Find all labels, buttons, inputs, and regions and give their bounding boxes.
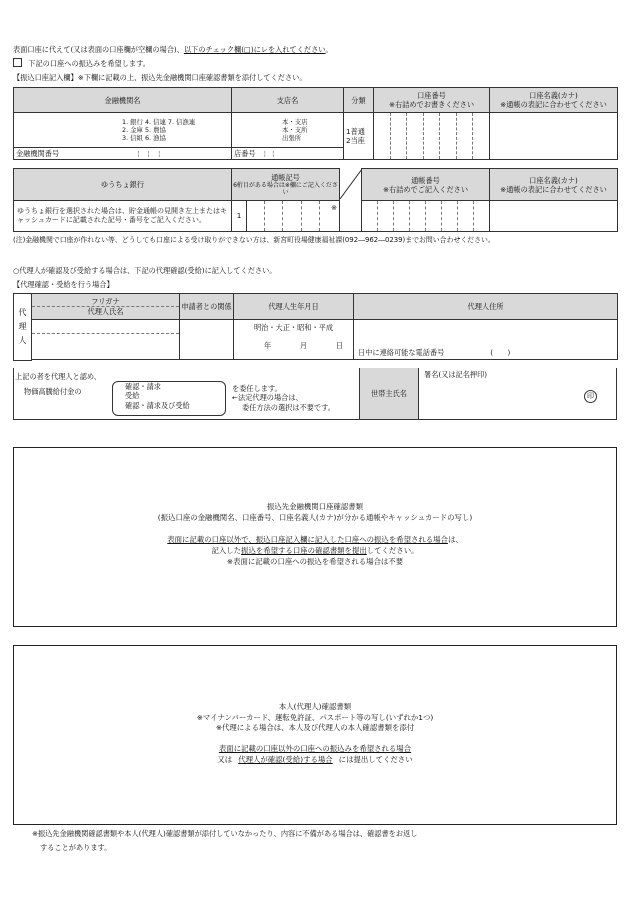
proxy-name-field[interactable] [32,320,180,360]
footer-line-2: することがあります。 [40,843,112,852]
birth-header: 代理人生年月日 [234,294,354,320]
branch-code-label: 店番号 [234,148,256,158]
phone-label: 日中に連絡可能な電話番号 [358,348,445,357]
legal-note-2: 委任方法の選択は不要です。 [242,402,335,412]
bank-code-field[interactable]: 金融機関番号 ¦¦¦ [14,147,232,159]
bank-type-line: 1. 銀行 4. 信連 7. 信漁連 [122,117,196,126]
delegation-row [13,368,617,420]
mark-label: 通帳記号 [271,172,300,182]
bank-type-line: 2. 金庫 5. 農協 [122,125,166,134]
box1-line1-end: は、 [447,535,463,545]
proxy-name-header [32,294,180,320]
box2-line1: ※マイナンバーカード、運転免許証、パスポート等の写し(いずれか1つ) [196,712,434,722]
branch-code-field[interactable]: 店番号 ¦¦ [232,147,344,159]
footer-line-1: ※振込先金融機関確認書類や本人(代理人)確認書類が添付していなかったり、内容に不備がある場合は、確認書をお返し [32,829,418,838]
yucho-description: ゆうちょ銀行を選択された場合は、貯金通帳の見開き左上またはキャッシュカードに記載された記号・番号をご記入ください。 [14,201,232,232]
bank-doc-box [13,447,617,627]
delegate-end-text: を委任します。 [232,384,282,393]
relation-field[interactable] [180,320,234,360]
address-field[interactable] [354,320,618,360]
yucho-header: ゆうちょ銀行 [14,169,232,201]
box1-line2-underlined: 振込を希望する口座の確認書類を提出 [241,546,367,556]
yucho-prefix-digit: 1 [232,201,247,231]
bank-name-field[interactable] [14,113,232,148]
yucho-asterisk: ※ [330,203,338,212]
box1-line2-end: してください。 [366,546,419,556]
intro-text [13,45,333,54]
account-number-label: 口座番号 [417,91,446,100]
account-type-field[interactable] [344,113,374,160]
address-header: 代理人住所 [354,294,618,320]
intro-end: 。 [325,45,333,54]
furigana-field[interactable] [32,320,179,334]
seal-mark: 印 [584,390,597,403]
yucho-number-field[interactable] [362,201,490,232]
bank-section-title: 【振込口座記入欄】※下欄に記載の上、振込先金融機関口座確認書類を添付してください。 [13,73,307,82]
yucho-holder-note: ※通帳の表記に合わせてください [500,184,607,194]
legal-note-1: ←法定代理の場合は、 [232,393,303,403]
yucho-holder-field[interactable] [490,201,618,232]
holder-note: ※通帳の表記に合わせてください [500,100,607,109]
box2-line3: 表面に記載の口座以外の口座への振込みを希望される場合 [218,744,412,754]
box2-line2: ※代理による場合は、本人及び代理人の本人確認書類を添付 [215,723,415,733]
delegate-end [232,384,335,412]
proxy-title: 【代理確認・受給を行う場合】 [13,280,114,289]
mark-note: 6桁目がある場合は※欄にご記入ください [233,181,338,196]
proxy-side-label: 代理人 [14,294,32,361]
householder-label: 世帯主氏名 [359,368,419,419]
account-type-option: 1普通 [346,127,365,136]
relation-header: 申請者との関係 [180,294,234,320]
box1-line1-underlined: 表面に記載の口座以外で、振込口座記入欄に記入した口座への振込を希望される場合 [167,535,448,545]
account-type-header: 分類 [344,88,374,113]
slash-spacer [340,201,362,232]
number-label: 通帳番号 [411,175,440,185]
intro-prefix: 表面口座に代えて(又は表面の口座欄が空欄の場合)、 [13,45,184,54]
bank-code-label: 金融機関番号 [16,148,60,158]
proxy-table [13,293,618,361]
yucho-mark-header [232,169,340,201]
account-type-option: 2当座 [346,136,365,145]
box1-subtitle: (振込口座の金融機関名、口座番号、口座名義人(カナ)が分かる通帳やキャッシュカードの写し) [157,512,473,522]
checkbox-label: 下記の口座への振込みを希望します。 [28,59,150,68]
branch-name-field[interactable] [232,113,344,148]
month-label: 月 [299,341,308,350]
box1-title: 振込先金融機関口座確認書類 [266,502,364,511]
option-receive[interactable]: 受給 [125,391,140,401]
yucho-table [13,168,618,232]
intro-underlined: 以下のチェック欄(□)にレを入れてください [183,45,326,54]
id-doc-box [13,645,617,825]
box2-line4-underlined: 代理人が確認(受給)する場合 [238,754,333,764]
number-note: ※右詰めでご記入ください [382,184,469,194]
box2-line4-pre: 又は [217,754,233,764]
account-number-field[interactable] [374,113,490,160]
furigana-label: フリガナ [32,297,179,307]
account-number-note: ※右詰めでお書きください [388,100,475,109]
option-both[interactable]: 確認・請求及び受給 [125,400,190,410]
delegate-options [112,381,226,416]
bank-account-table [13,87,618,160]
signature-label: 署名(又は記名押印) [424,370,488,379]
birth-field[interactable] [234,320,354,360]
box1-line2-pre: 記入した [211,546,242,556]
yucho-holder-label: 口座名義(カナ) [529,175,578,185]
box2-title: 本人(代理人)確認書類 [278,702,352,711]
delegate-line: 上記の者を代理人と認め、 [15,372,101,381]
holder-field[interactable] [490,113,618,160]
branch-type-line: 本・支店 [282,117,308,126]
checkbox-row [13,58,150,68]
name-label: 代理人氏名 [87,307,124,316]
birth-eras: 明治・大正・昭和・平成 [253,323,334,332]
branch-name-header: 支店名 [232,88,344,113]
branch-type-line: 出張所 [282,133,302,142]
phone-paren[interactable]: ( ) [490,348,511,357]
slash-cell [340,169,362,201]
box1-line3: ※表面に記載の口座への振込を希望される場合は不要 [226,556,404,566]
day-label: 日 [335,341,343,350]
bank-name-header: 金融機関名 [14,88,232,113]
account-number-header [374,88,490,113]
box2-line4-end: には提出してください [338,754,413,764]
inquiry-note: (注)金融機関で口座が作れない等、どうしても口座による受け取りができない方は、新宮町役場健康福祉課(092―962―0239)までお問い合わせください。 [13,236,495,244]
year-label: 年 [264,341,272,350]
yucho-mark-field[interactable] [232,201,340,232]
option-confirm[interactable]: 確認・請求 [125,382,161,391]
branch-type-line: 本・支所 [282,125,308,134]
benefit-label: 物価高騰給付金の [24,387,82,396]
transfer-checkbox[interactable] [13,58,22,67]
proxy-intro: ○代理人が確認及び受給する場合は、下記の代理確認(受給)に記入してください。 [13,266,277,275]
holder-header [490,88,618,113]
bank-type-line: 3. 信組 6. 漁協 [122,133,166,142]
yucho-holder-header [490,169,618,201]
holder-label: 口座名義(カナ) [529,91,578,100]
yucho-number-header [362,169,490,201]
